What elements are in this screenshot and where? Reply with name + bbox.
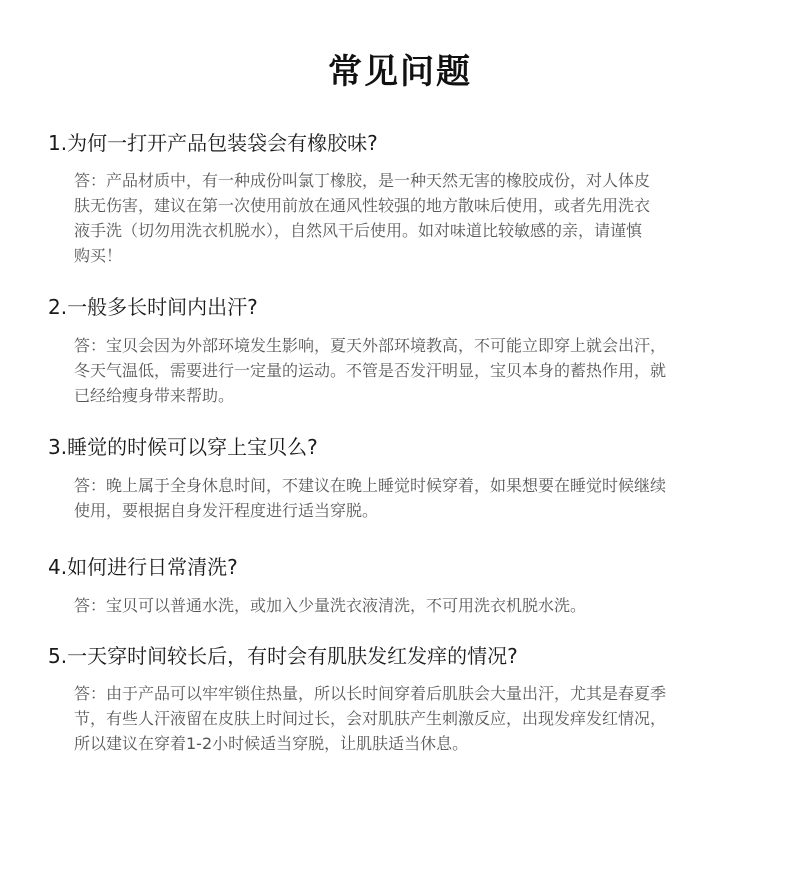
- faq-answer: 答：宝贝会因为外部环境发生影响，夏天外部环境教高，不可能立即穿上就会出汗， 冬天气温低，需要进行一定量的运动。不管是否发汗明显，宝贝本身的蓄热作用，就 已经给瘦身带来帮助。: [74, 336, 667, 405]
- faq-answer: 答：由于产品可以牢牢锁住热量，所以长时间穿着后肌肤会大量出汗，尤其是春夏季 节，有些人汗液留在皮肤上时间过长，会对肌肤产生刺激反应，出现发痒发红情况， 所以建议在穿着1-2小时候适当穿脱，让肌肤适当休息。: [74, 684, 667, 753]
- faq-question: 3.睡觉的时候可以穿上宝贝么?: [48, 435, 318, 459]
- faq-answer: 答：晚上属于全身休息时间，不建议在晚上睡觉时候穿着，如果想要在睡觉时候继续 使用，要根据自身发汗程度进行适当穿脱。: [74, 476, 667, 520]
- faq-question: 4.如何进行日常清洗?: [48, 555, 238, 579]
- faq-answer: 答：产品材质中，有一种成份叫氯丁橡胶，是一种天然无害的橡胶成份，对人体皮 肤无伤害，建议在第一次使用前放在通风性较强的地方散味后使用，或者先用洗衣 液手洗（切勿用洗衣机脱水），自然风干后使用。如对味道比较敏感的亲，请谨慎 购买！: [74, 171, 651, 265]
- faq-answer: 答：宝贝可以普通水洗，或加入少量洗衣液清洗，不可用洗衣机脱水洗。: [74, 596, 587, 615]
- faq-question: 2.一般多长时间内出汗?: [48, 295, 258, 319]
- faq-question: 1.为何一打开产品包装袋会有橡胶味?: [48, 131, 378, 155]
- page-title: 常见问题: [328, 52, 472, 92]
- faq-question: 5.一天穿时间较长后，有时会有肌肤发红发痒的情况?: [48, 644, 518, 668]
